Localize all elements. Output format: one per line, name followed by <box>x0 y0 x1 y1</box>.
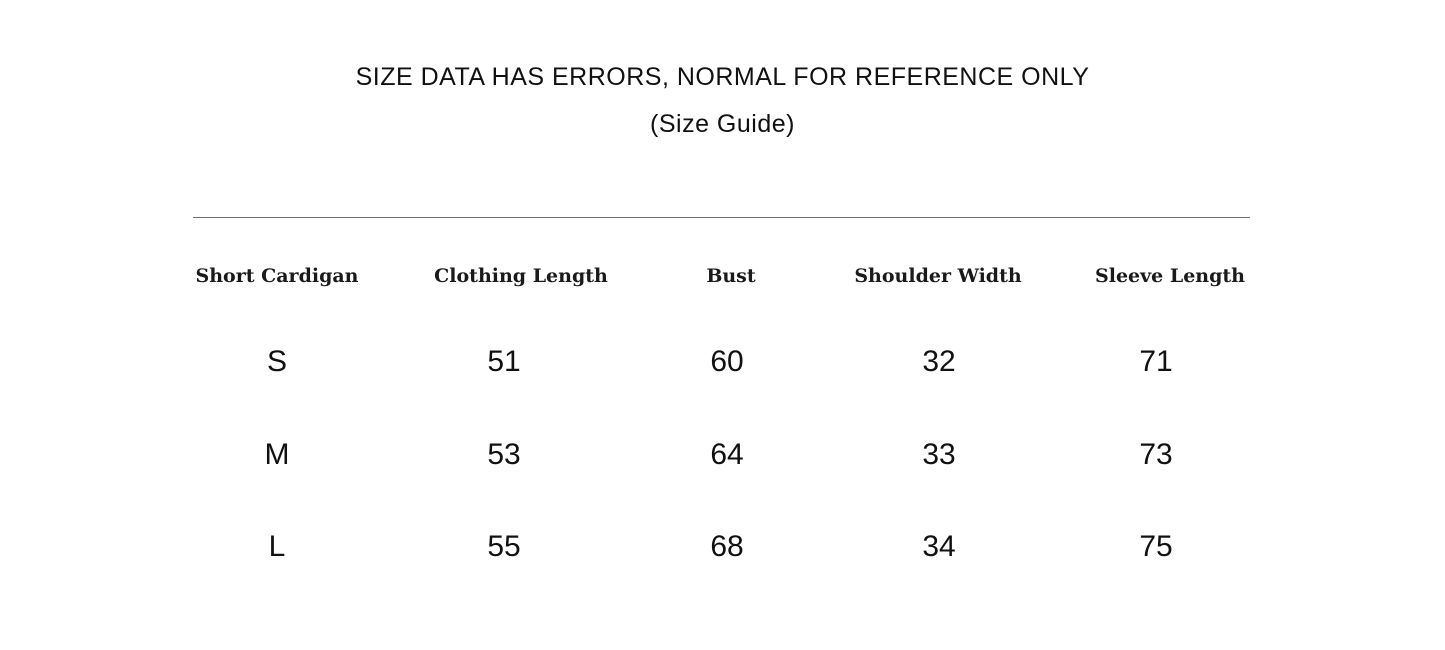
header-clothing-length: Clothing Length <box>434 265 608 287</box>
bust-cell: 60 <box>710 345 744 378</box>
shoulder-width-cell: 32 <box>922 345 956 378</box>
size-label-cell: S <box>266 345 287 378</box>
bust-cell: 68 <box>710 530 744 563</box>
sleeve-length-cell: 71 <box>1139 345 1173 378</box>
sleeve-length-cell: 73 <box>1139 438 1173 471</box>
clothing-length-cell: 53 <box>487 438 521 471</box>
header-bust: Bust <box>706 265 756 287</box>
page-subtitle: (Size Guide) <box>650 110 795 138</box>
table-top-rule <box>193 217 1250 218</box>
bust-cell: 64 <box>710 438 744 471</box>
size-label-cell: L <box>268 530 286 563</box>
size-label-cell: M <box>264 438 290 471</box>
header-sleeve-length: Sleeve Length <box>1095 265 1245 287</box>
shoulder-width-cell: 34 <box>922 530 956 563</box>
header-size: Short Cardigan <box>195 265 359 287</box>
shoulder-width-cell: 33 <box>922 438 956 471</box>
sleeve-length-cell: 75 <box>1139 530 1173 563</box>
clothing-length-cell: 55 <box>487 530 521 563</box>
header-shoulder-width: Shoulder Width <box>854 265 1022 287</box>
clothing-length-cell: 51 <box>487 345 521 378</box>
page-title: SIZE DATA HAS ERRORS, NORMAL FOR REFERENCE ONLY <box>355 63 1090 91</box>
